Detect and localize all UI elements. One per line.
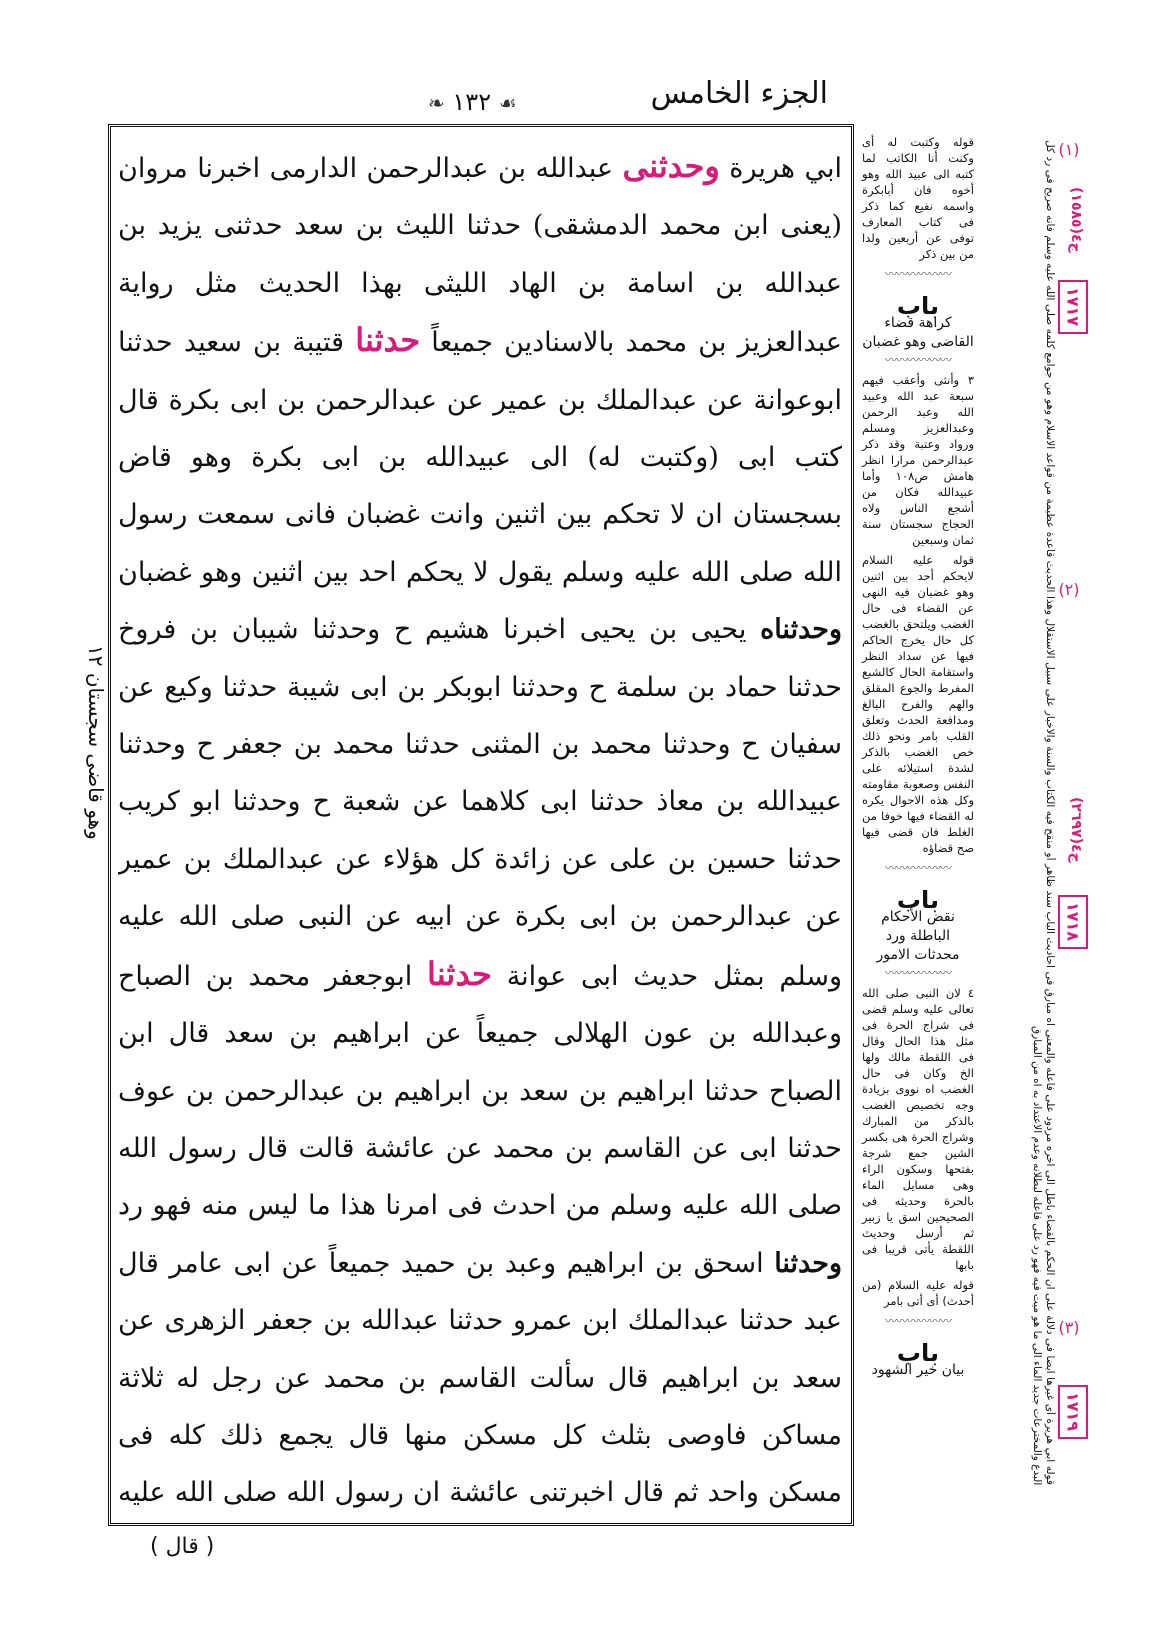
page-number-value: ١٣٢ (452, 88, 492, 116)
footnote-mark: (٢) (1058, 580, 1080, 599)
keyword-wahaddathana: وحدثنا (774, 1247, 842, 1279)
text-segment: قتيبة بن سعيد حدثنا ابوعوانة عن عبدالملك بن عمير عن عبدالرحمن بن ابى بكرة قال كتب ابى (وكتبت له) الى عبيدالله بن ابى بكرة وهو قاض بسجستان ان لا تحكم بين اثنين وانت غضبان فانى سمعت رسول الله صلى الله عليه وسلم يقول لا يحكم احد بين اثنين وهو غضبان (118, 327, 842, 588)
cross-reference: ج٤(٢٦٩٧) (1068, 797, 1084, 863)
ornament-icon: ❧ (428, 91, 445, 115)
text-segment: ابوجعفر محمد بن الصباح وعبدالله بن عون الهلالى جميعاً عن ابراهيم بن سعد قال ابن الصباح حدثنا ابراهيم بن سعد بن ابراهيم بن عبدالرحمن بن عوف حدثنا ابى عن القاسم بن محمد عن عائشة قالت قال رسول الله صلى الله عليه وسلم من احدث فى امرنا هذا ما ليس منه فهو رد (118, 960, 842, 1222)
divider: 〰〰〰〰〰〰 (884, 861, 951, 875)
commentary-note: ٣ وأنثى وأعقب فيهم سبعة عبد الله وعبيد الله وعبد الرحمن وعبدالعزيز ومسلم ورواد وعتبة وقد ذكر عبدالرحمن مرارا انظر هامش ص١٠٨ وأما عبيدالله فكان من أشجع الناس ولاه الحجاج سجستان سنة ثمان وسبعين (862, 373, 974, 547)
text-segment: يحيى بن يحيى اخبرنا هشيم ح وحدثنا شيبان بن فروخ حدثنا حماد بن سلمة ح وحدثنا ابوبكر بن ابى شيبة حدثنا وكيع عن سفيان ح وحدثنا محمد بن المثنى حدثنا محمد بن جعفر ح وحدثنا عبيدالله بن معاذ حدثنا ابى كلاهما عن شعبة ح وحدثنا ابو كريب حدثنا حسين بن على عن زائدة كل هؤلاء عن عبدالملك بن عمير عن عبدالرحمن بن ابى بكرة عن ابيه عن النبى صلى الله عليه وسلم بمثل حديث ابى عوانة (118, 614, 842, 992)
footnote-text: جديد الماء الى ما هو ميت فيه فهو رد على فاعله لبطلانه وعدم الاعتداد به اه من المبارق (1031, 1025, 1043, 1405)
chapter-title: كراهة قضاء القاضى وهو غضبان (862, 315, 974, 350)
divider: 〰〰〰〰〰〰 (884, 966, 951, 980)
hadith-number-badge: ١٧١٩ (1058, 1385, 1088, 1439)
keyword-haddathani: وحدثنى (622, 147, 720, 185)
chapter-title: بيان خير الشهود (871, 1362, 965, 1378)
ornament-icon: ☙ (498, 91, 517, 115)
commentary-note: قوله وكتبت له أى وكنت أنا الكاتب لما كتبه الى عبيد الله وهو أخوه فان أبابكرة واسمه نفيع كما ذكر فى كتاب المعارف توفى عن أربعين ولدا من بين ذكر (862, 135, 974, 261)
footnote-text: سند ظاهر أو منقح فيه الكتاب والسنة والاخبار على سبيل الاستقلال وهذا الحديث قاعدة عظيمة من قواعد الاسلام وهو من جوامع كلمه صلى الله عليه وسلم فانه صريح فى رد كل البدع والمخترعات (1031, 140, 1056, 1485)
chapter-title: نقض الأحكام الباطلة ورد محدثات الامور (876, 909, 960, 963)
keyword-haddathana: حدثنا (427, 954, 492, 993)
text-segment: اسحق بن ابراهيم وعبد بن حميد جميعاً عن ابى عامر قال عبد حدثنا عبدالملك ابن عمرو حدثنا عبدالله بن جعفر الزهرى عن سعد بن ابراهيم قال سألت القاسم بن محمد عن رجل له ثلاثة مساكن فاوصى بثلث كل مسكن منها قال يجمع ذلك كله فى مسكن واحد ثم قال اخبرتنى عائشة ان رسول الله صلى الله عليه (118, 1247, 842, 1509)
volume-title: الجزء الخامس (650, 76, 828, 111)
footnote-text: قوله ابي هريرة أى غيرها ايضا فى دلالة على ان الحكم بالقضاء باطل الى اخره مردود على فاعله والمعنى اه مبارق فى احاديث الباب (1044, 911, 1056, 1485)
footnote-mark: (١) (1058, 140, 1080, 159)
hadith-number-badge: ١٧١٧ (1058, 280, 1088, 334)
footnote-mark: (٣) (1058, 1318, 1080, 1337)
divider: 〰〰〰〰〰〰 (884, 1314, 951, 1328)
chapter-label: باب (896, 1339, 940, 1367)
page-number (428, 88, 517, 116)
catchword: ( قال ) (150, 1534, 215, 1559)
keyword-haddathanahu: وحدثناه (760, 614, 842, 646)
text-segment: عبدالله بن عبدالرحمن الدارمى اخبرنا مروان (يعنى ابن محمد الدمشقى) حدثنا الليث بن سعد حدثنى يزيد بن عبدالله بن اسامة بن الهاد الليثى بهذا الحديث مثل رواية عبدالعزيز بن محمد بالاسنادين جميعاً (118, 153, 842, 359)
text-segment: ابي هريرة (729, 153, 842, 184)
cross-reference: ج٤(١٥٨٥) (1068, 187, 1084, 253)
commentary-note: قوله عليه السلام لايحكم أحد بين اثنين وهو غضبان فيه النهى عن القضاء فى حال الغضب ويلتحق بالغضب كل حال يخرج الحاكم فيها عن سداد النظر واستقامة الحال كالشبع المفرط والجوع المقلق والهم والفرح البالغ ومدافعة الحدث وتعلق القلب بامر ونحو ذلك خص الغضب بالذكر لشدة استيلائه على النفس وصعوبة مقاومته وكل هذه الاحوال يكره له القضاء فيها خوفا من الغلط فان قضى فيها صح قضاؤه (862, 553, 974, 855)
commentary-note: قوله عليه السلام (من أحدث) أى أتى بامر (862, 1278, 974, 1308)
divider: 〰〰〰〰〰〰 (884, 267, 951, 281)
chapter-label: باب (896, 886, 940, 914)
divider: 〰〰〰〰〰〰 (884, 353, 951, 367)
commentary-note: ٤ لان النبى صلى الله تعالى عليه وسلم قضى فى شراج الحرة فى مثل هذا الحال وقال فى اللقطة مالك ولها الخ وكان فى حال الغضب اه نووى بزيادة وجه تخصيص الغضب بالذكر من المبارك وشراج الحرة هى بكسر الشين جمع شرجة بفتحها وسكون الراء وهى مسايل الماء بالحرة وحديثه فى الصحيحين اسق يا زبير ثم أرسل وحديث اللقطة يأتى قريبا فى بابها (862, 986, 974, 1272)
hadith-main-text (118, 138, 842, 1518)
left-margin-note: وهو قاضى سجستان ١٢ (84, 644, 108, 840)
hadith-number-badge: ١٧١٨ (1058, 895, 1088, 949)
chapter-label: باب (896, 292, 940, 320)
keyword-haddathana: حدثنا (355, 321, 421, 360)
commentary-column (862, 130, 974, 1380)
footnote-column (976, 140, 1056, 1485)
